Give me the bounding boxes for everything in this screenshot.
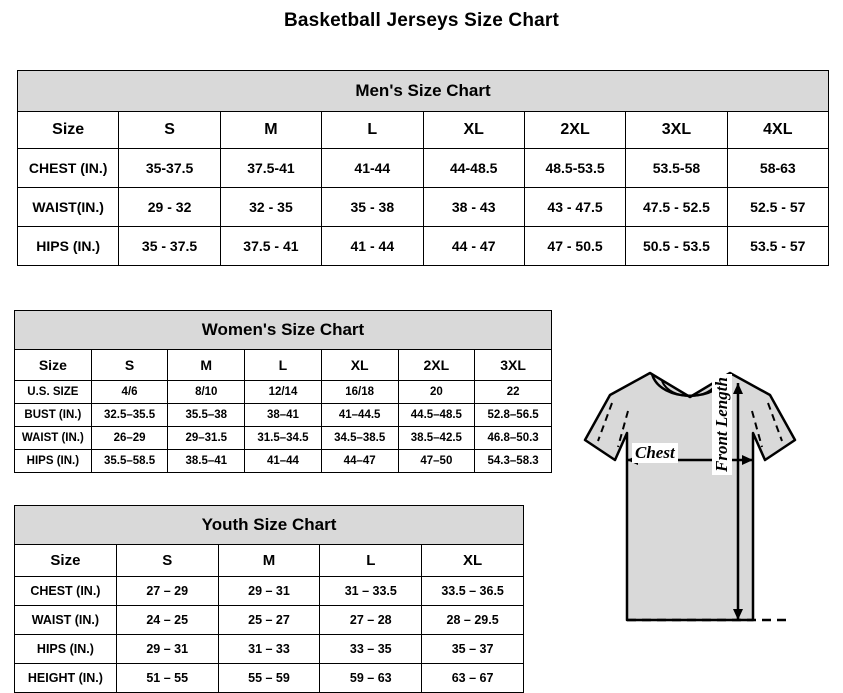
womens-value-cell: 32.5–35.5 [91, 404, 168, 427]
youth-header-row [15, 545, 524, 577]
youth-value-cell: 28 – 29.5 [422, 606, 524, 635]
womens-row-label: U.S. SIZE [15, 381, 92, 404]
mens-value-cell: 35-37.5 [119, 149, 220, 188]
youth-value-cell: 31 – 33 [218, 635, 320, 664]
youth-value-cell: 55 – 59 [218, 664, 320, 693]
youth-row-label: HEIGHT (IN.) [15, 664, 117, 693]
womens-column-header: XL [321, 350, 398, 381]
mens-value-cell: 44 - 47 [423, 227, 524, 266]
womens-value-cell: 20 [398, 381, 475, 404]
womens-column-header: M [168, 350, 245, 381]
womens-row-label: BUST (IN.) [15, 404, 92, 427]
womens-value-cell: 41–44 [245, 450, 322, 473]
table-row [15, 450, 552, 473]
womens-value-cell: 8/10 [168, 381, 245, 404]
mens-column-header: 3XL [626, 112, 727, 149]
youth-value-cell: 24 – 25 [116, 606, 218, 635]
table-row [15, 635, 524, 664]
womens-value-cell: 12/14 [245, 381, 322, 404]
youth-column-header: XL [422, 545, 524, 577]
womens-column-header: 3XL [475, 350, 552, 381]
mens-row-label: WAIST(IN.) [18, 188, 119, 227]
womens-header-row [15, 350, 552, 381]
youth-column-header: M [218, 545, 320, 577]
jersey-measurement-diagram [540, 355, 840, 665]
youth-row-label: CHEST (IN.) [15, 577, 117, 606]
womens-value-cell: 38.5–41 [168, 450, 245, 473]
table-row [18, 188, 829, 227]
mens-value-cell: 53.5-58 [626, 149, 727, 188]
youth-value-cell: 59 – 63 [320, 664, 422, 693]
shirt-outline [585, 373, 795, 620]
womens-value-cell: 22 [475, 381, 552, 404]
womens-column-header: L [245, 350, 322, 381]
mens-value-cell: 50.5 - 53.5 [626, 227, 727, 266]
mens-size-chart [17, 70, 829, 266]
mens-column-header: 2XL [524, 112, 625, 149]
youth-value-cell: 35 – 37 [422, 635, 524, 664]
youth-column-header: L [320, 545, 422, 577]
mens-value-cell: 53.5 - 57 [727, 227, 828, 266]
mens-caption: Men's Size Chart [18, 71, 829, 112]
youth-caption-row [15, 506, 524, 545]
page-title: Basketball Jerseys Size Chart [283, 10, 560, 31]
mens-value-cell: 44-48.5 [423, 149, 524, 188]
table-row [18, 149, 829, 188]
womens-value-cell: 52.8–56.5 [475, 404, 552, 427]
mens-column-header: S [119, 112, 220, 149]
mens-row-label: CHEST (IN.) [18, 149, 119, 188]
youth-value-cell: 51 – 55 [116, 664, 218, 693]
womens-value-cell: 31.5–34.5 [245, 427, 322, 450]
womens-value-cell: 44–47 [321, 450, 398, 473]
youth-size-chart [14, 505, 524, 693]
youth-value-cell: 29 – 31 [218, 577, 320, 606]
table-row [15, 577, 524, 606]
womens-value-cell: 4/6 [91, 381, 168, 404]
womens-caption-row [15, 311, 552, 350]
youth-row-label: HIPS (IN.) [15, 635, 117, 664]
youth-value-cell: 25 – 27 [218, 606, 320, 635]
youth-size-table [14, 505, 524, 693]
youth-value-cell: 33 – 35 [320, 635, 422, 664]
womens-column-header: S [91, 350, 168, 381]
womens-value-cell: 35.5–58.5 [91, 450, 168, 473]
womens-value-cell: 41–44.5 [321, 404, 398, 427]
youth-value-cell: 31 – 33.5 [320, 577, 422, 606]
womens-value-cell: 35.5–38 [168, 404, 245, 427]
youth-row-label: WAIST (IN.) [15, 606, 117, 635]
table-row [15, 664, 524, 693]
mens-column-header: 4XL [727, 112, 828, 149]
youth-column-header: Size [15, 545, 117, 577]
mens-column-header: Size [18, 112, 119, 149]
table-row [15, 404, 552, 427]
mens-value-cell: 37.5 - 41 [220, 227, 321, 266]
womens-column-header: 2XL [398, 350, 475, 381]
mens-value-cell: 47.5 - 52.5 [626, 188, 727, 227]
mens-value-cell: 52.5 - 57 [727, 188, 828, 227]
jersey-svg [540, 355, 840, 665]
mens-value-cell: 38 - 43 [423, 188, 524, 227]
womens-row-label: HIPS (IN.) [15, 450, 92, 473]
youth-value-cell: 33.5 – 36.5 [422, 577, 524, 606]
womens-size-table [14, 310, 552, 473]
mens-value-cell: 29 - 32 [119, 188, 220, 227]
mens-value-cell: 43 - 47.5 [524, 188, 625, 227]
womens-value-cell: 44.5–48.5 [398, 404, 475, 427]
womens-value-cell: 34.5–38.5 [321, 427, 398, 450]
womens-value-cell: 38–41 [245, 404, 322, 427]
table-row [15, 381, 552, 404]
mens-header-row [18, 112, 829, 149]
youth-caption: Youth Size Chart [15, 506, 524, 545]
mens-column-header: M [220, 112, 321, 149]
womens-caption: Women's Size Chart [15, 311, 552, 350]
mens-caption-row [18, 71, 829, 112]
chest-label: Chest [632, 443, 678, 463]
womens-value-cell: 29–31.5 [168, 427, 245, 450]
womens-value-cell: 46.8–50.3 [475, 427, 552, 450]
youth-value-cell: 27 – 29 [116, 577, 218, 606]
front-length-label: Front Length [712, 374, 732, 475]
mens-value-cell: 35 - 38 [322, 188, 423, 227]
womens-value-cell: 47–50 [398, 450, 475, 473]
youth-value-cell: 27 – 28 [320, 606, 422, 635]
youth-value-cell: 29 – 31 [116, 635, 218, 664]
womens-row-label: WAIST (IN.) [15, 427, 92, 450]
mens-value-cell: 41-44 [322, 149, 423, 188]
mens-value-cell: 41 - 44 [322, 227, 423, 266]
youth-column-header: S [116, 545, 218, 577]
womens-column-header: Size [15, 350, 92, 381]
mens-column-header: L [322, 112, 423, 149]
table-row [18, 227, 829, 266]
womens-value-cell: 54.3–58.3 [475, 450, 552, 473]
mens-row-label: HIPS (IN.) [18, 227, 119, 266]
womens-size-chart [14, 310, 552, 473]
table-row [15, 427, 552, 450]
womens-value-cell: 26–29 [91, 427, 168, 450]
mens-value-cell: 47 - 50.5 [524, 227, 625, 266]
youth-value-cell: 63 – 67 [422, 664, 524, 693]
mens-value-cell: 37.5-41 [220, 149, 321, 188]
mens-size-table [17, 70, 829, 266]
womens-value-cell: 16/18 [321, 381, 398, 404]
mens-value-cell: 35 - 37.5 [119, 227, 220, 266]
mens-value-cell: 58-63 [727, 149, 828, 188]
womens-value-cell: 38.5–42.5 [398, 427, 475, 450]
mens-value-cell: 32 - 35 [220, 188, 321, 227]
mens-value-cell: 48.5-53.5 [524, 149, 625, 188]
table-row [15, 606, 524, 635]
mens-column-header: XL [423, 112, 524, 149]
